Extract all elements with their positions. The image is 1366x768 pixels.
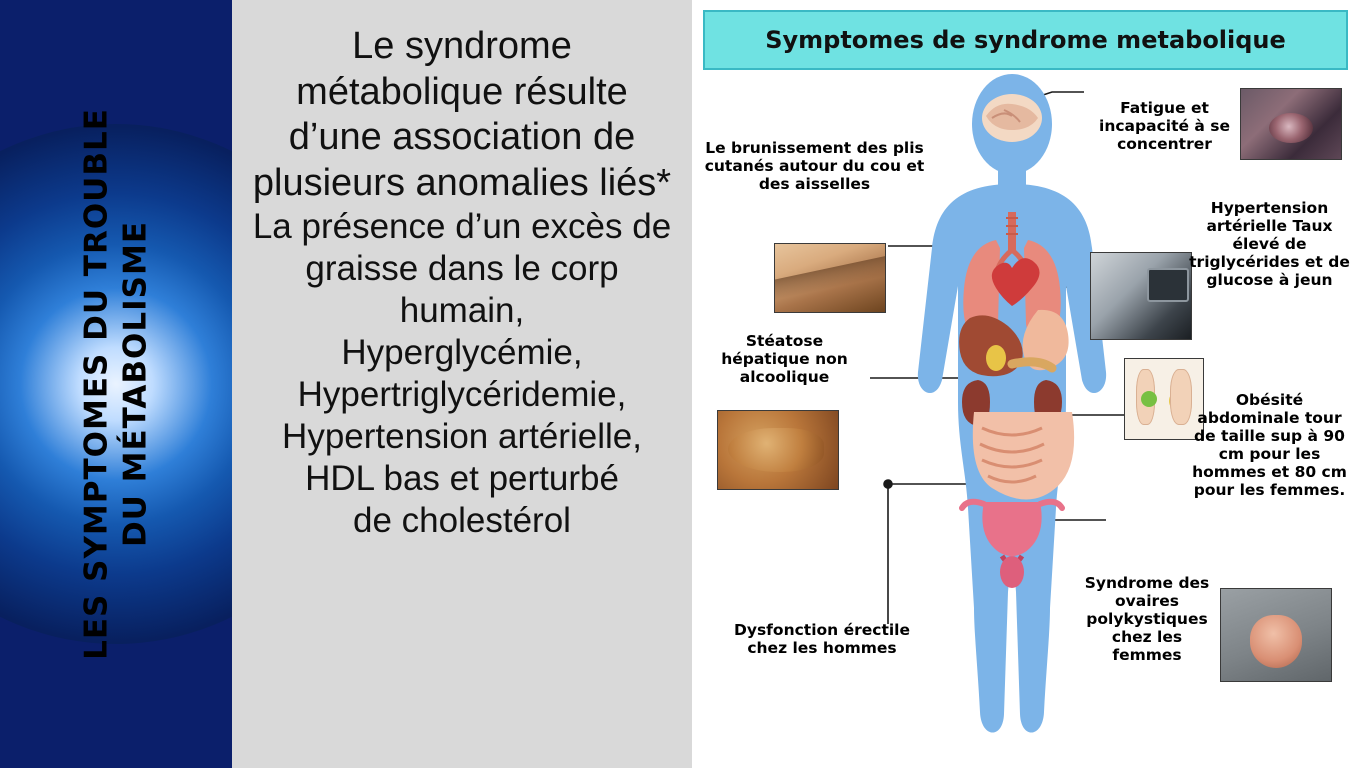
intro-line-4: plusieurs anomalies liés* [252, 161, 672, 204]
tired-eye-photo [1240, 88, 1342, 160]
label-ovaires-polykystiques: Syndrome des ovaires polykystiques chez les femmes [1084, 574, 1210, 664]
paragraph-line-1: La présence d’un excès de [252, 207, 672, 247]
intro-line-1: Le syndrome [352, 25, 572, 67]
label-obesite: Obésité abdominale tour de taille sup à 90 cm pour les hommes et 80 cm pour les femmes. [1192, 391, 1347, 499]
description-text [240, 24, 684, 542]
blood-pressure-monitor-photo [1090, 252, 1192, 340]
vertical-title [77, 108, 155, 660]
waist-green-marker [1141, 391, 1157, 407]
label-dysfonction-erectile: Dysfonction érectile chez les hommes [733, 621, 911, 657]
intro-line-2: métabolique résulte [296, 70, 628, 113]
label-hypertension: Hypertension artérielle Taux élevé de triglycérides et de glucose à jeun [1189, 199, 1350, 289]
paragraph-line-3: humain, [399, 291, 525, 331]
vertical-title-line2: DU MÉTABOLISME [117, 220, 153, 548]
diagram-panel [692, 0, 1366, 768]
description-panel [232, 0, 692, 768]
waist-yellow-marker [1169, 391, 1187, 411]
vertical-title-line1: LES SYMPTOMES DU TROUBLE [78, 108, 115, 660]
left-title-panel [0, 0, 232, 768]
diagram-title: Symptomes de syndrome metabolique [703, 10, 1348, 70]
uterus-ovaries-photo [1220, 588, 1332, 682]
anomaly-item-1: Hyperglycémie, [341, 333, 583, 373]
label-fatigue: Fatigue et incapacité à se concentrer [1099, 99, 1230, 153]
skin-fold-photo [774, 243, 886, 313]
label-brunissement: Le brunissement des plis cutanés autour du cou et des aisselles [704, 139, 925, 193]
paragraph-line-2: graisse dans le corp [305, 249, 619, 289]
anomaly-item-4: HDL bas et perturbé [305, 459, 619, 499]
label-steatose: Stéatose hépatique non alcoolique [721, 332, 848, 386]
anomaly-item-2: Hypertriglycéridemie, [297, 375, 627, 415]
fatty-liver-photo [717, 410, 839, 490]
anomaly-item-3: Hypertension artérielle, [282, 417, 642, 457]
anomaly-item-5: de cholestérol [353, 501, 571, 541]
intro-line-3: d’une association de [288, 116, 636, 159]
